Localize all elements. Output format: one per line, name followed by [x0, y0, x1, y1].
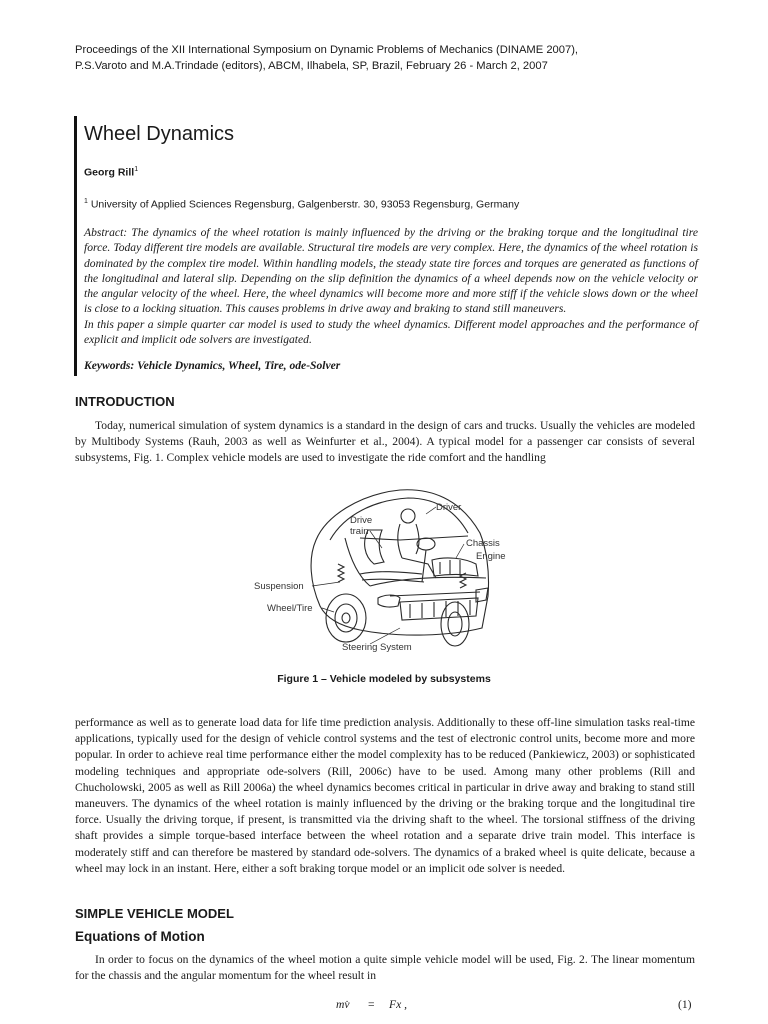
label-drive-train-line1: Drive [350, 515, 373, 526]
author-line [84, 166, 138, 179]
author-name: Georg Rill [84, 166, 135, 179]
affiliation-mark: 1 [84, 198, 88, 205]
affiliation-text: University of Applied Sciences Regensburg, Galgenberstr. 30, 93053 Regensburg, Germany [90, 198, 520, 211]
subsection-heading-equations-of-motion: Equations of Motion [75, 929, 205, 944]
equation-number: (1) [678, 998, 692, 1011]
model-paragraph-1: In order to focus on the dynamics of the wheel motion a quite simple vehicle model will be used, Fig. 2. The linear momentum for the chassis and the angular momentum for the wheel result in [75, 953, 695, 983]
section-heading-simple-vehicle-model: SIMPLE VEHICLE MODEL [75, 906, 234, 921]
abstract-paragraph-1: Abstract: The dynamics of the wheel rotation is mainly influenced by the driving or the braking torque and the longitudinal tire force. Today different tire models are available. Structural tire models are very complex. Here, the dynamics of the wheel rotation is dominated by the complex tire model. Within handling models, the steady state tire forces and torques are generated as functions of the longitudinal and lateral slip. Depending on the slip definition the dynamics of a wheel depends now on the vehicle velocity or the angular velocity of the wheel. Here, the wheel dynamics will become more and more stiff if the vehicle slows down or the wheel is close to a locking situation. This causes problems in drive away and braking to stand still maneuvers. [84, 226, 698, 316]
header-line-1: Proceedings of the XII International Symposium on Dynamic Problems of Mechanics (DINAME 2007), [75, 44, 579, 56]
figure-1-caption: Figure 1 – Vehicle modeled by subsystems [277, 673, 491, 685]
label-driver: Driver [436, 502, 462, 513]
figure-1-vehicle [250, 478, 520, 656]
label-wheel-tire: Wheel/Tire [267, 603, 313, 614]
label-chassis: Chassis [466, 538, 500, 549]
paper-title: Wheel Dynamics [84, 123, 235, 145]
intro-paragraph-2: performance as well as to generate load data for life time prediction analysis. Additionally to these off-line simulation tasks real-time applications, typically used for the design of vehicle control systems and the test of electronic control units, become more and more popular. In order to achieve real time performance either the model complexity has to be reduced (Pankiewicz, 2003) or sophisticated modeling techniques and appropriate ode-solvers (Rill, 2006c) have to be used. Among many other problems (Rill and Chucholowski, 2005 as well as Rill 2006a) the wheel dynamics becomes critical in particular in drive away and braking to stand still maneuvers. The dynamics of the wheel rotation is mainly influenced by the driving or the braking torque and the longitudinal tire force. Usually the driving torque, if present, is transmitted via the driving shaft to the wheel. The torsional stiffness of the driving shaft provides a simple torque-based interface between the wheel rotation and a separate drive train model. This interface is moderately stiff and can therefore be mastered by standard ode-solvers. The dynamics of a braked wheel is quite delicate, because a wheel may lock in an instant. Here, either a soft braking torque model or an implicit ode solver is needed. [75, 716, 695, 875]
keywords: Keywords: Vehicle Dynamics, Wheel, Tire, ode-Solver [84, 359, 341, 372]
intro-paragraph-1: Today, numerical simulation of system dynamics is a standard in the design of cars and trucks. Usually the vehicles are modeled by Multibody Systems (Rauh, 2003 as well as Weinfurter et al., 2004). A typical model for a passenger car consists of several subsystems, Fig. 1. Complex vehicle models are used to investigate the ride comfort and the handling [75, 419, 695, 465]
equation-operator: = [368, 998, 375, 1011]
proceedings-header [75, 42, 715, 74]
label-engine: Engine [476, 551, 506, 562]
title-block [74, 116, 698, 376]
car-cutaway-illustration [250, 478, 520, 656]
label-suspension: Suspension [254, 581, 304, 592]
abstract-paragraph-2: In this paper a simple quarter car model is used to study the wheel dynamics. Different model approaches and the performance of explicit and implicit ode solvers are investigated. [84, 317, 698, 347]
equation-1 [0, 998, 768, 1018]
section-heading-introduction: INTRODUCTION [75, 394, 175, 409]
equation-rhs: Fx , [389, 998, 408, 1011]
equation-lhs: mv̇ [336, 998, 350, 1011]
author-mark: 1 [134, 166, 139, 173]
affiliation [84, 198, 519, 211]
label-steering-system: Steering System [342, 642, 412, 653]
abstract [84, 225, 698, 347]
header-line-2: P.S.Varoto and M.A.Trindade (editors), ABCM, Ilhabela, SP, Brazil, February 26 - March 2, 2007 [75, 60, 548, 72]
label-drive-train-line2: train [350, 526, 369, 537]
